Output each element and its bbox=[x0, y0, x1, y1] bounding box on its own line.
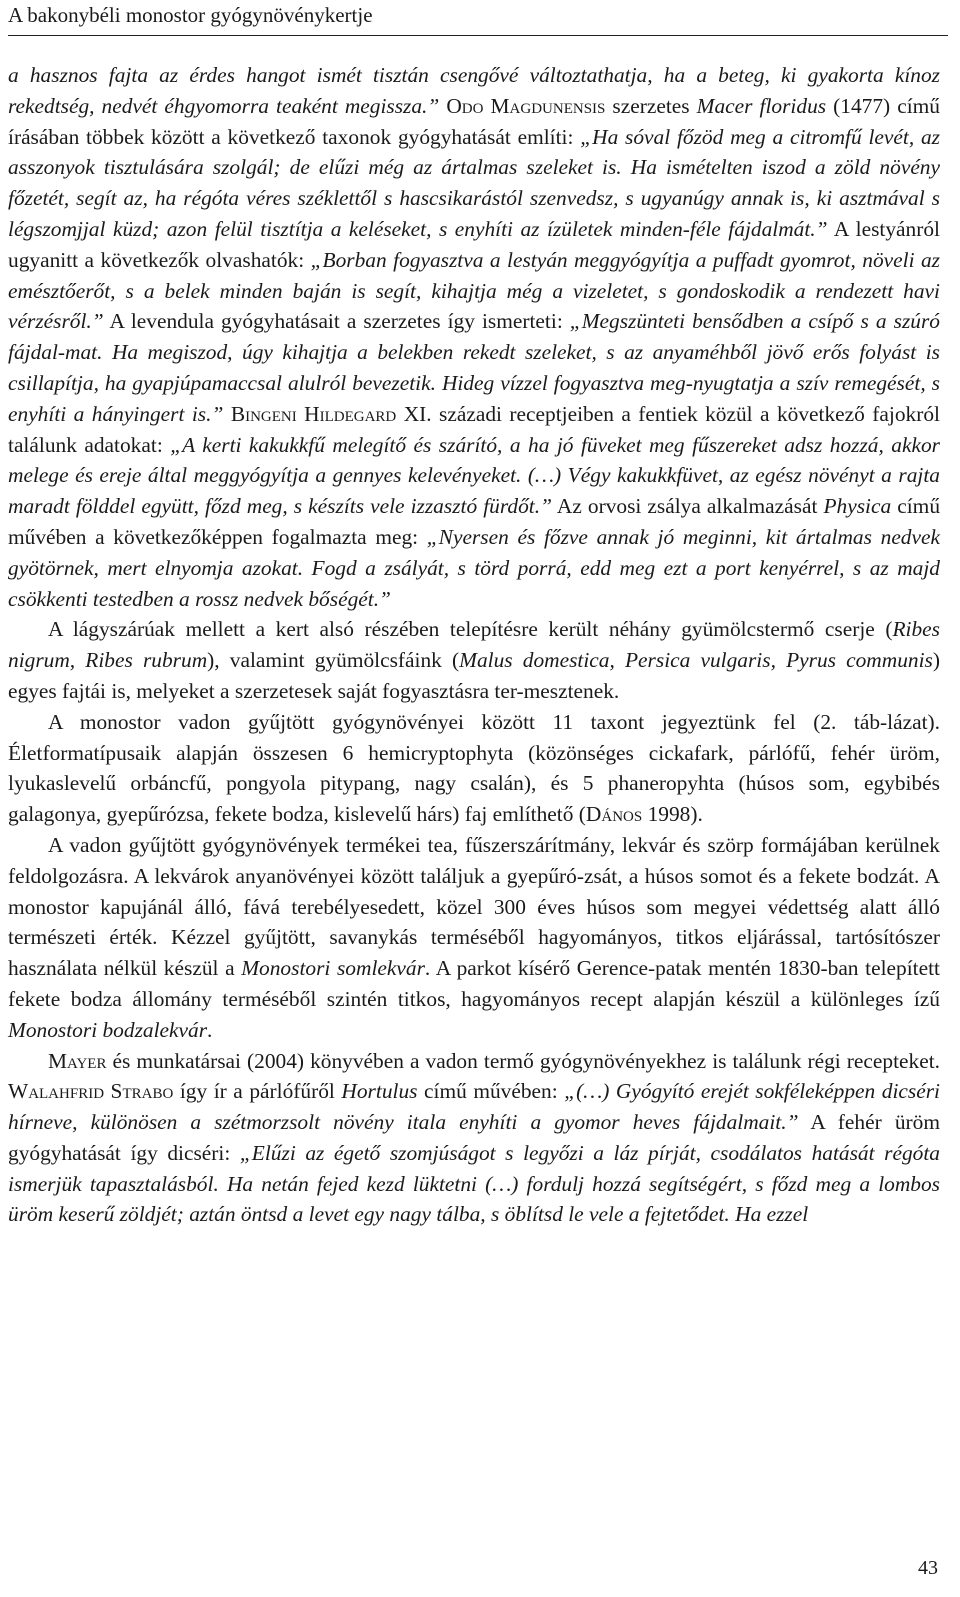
italic-run: „Ha sóval főzöd meg a citromfű levét, az asszonyok tisztulására szolgál; de elűzi még az ártalmas szeleket is. Ha ismételten iszod a zöld növény főzetét, segít az, ha régóta véres széklettől s hascsikarástól szenvedsz, s ugyanúgy annak is, ki asztmával s légszomjjal küzd; azon felül tisztítja a keléseket, s enyhíti az ízületek minden-féle fájdalmát.” bbox=[8, 124, 940, 241]
text-run: A fehér üröm gyógyhatását így dicséri: bbox=[8, 1110, 940, 1165]
italic-run: Malus domestica, Persica vulgaris, Pyrus communis bbox=[459, 648, 933, 673]
text-run: A lágyszárúak mellett a kert alsó részében telepítésre került néhány gyümölcstermő cserje ( bbox=[48, 617, 893, 642]
italic-run: a hasznos fajta az érdes hangot ismét tisztán csengővé változtathatja, ha a beteg, ki gyakorta kínoz rekedtség, nedvét éhgyomorra teaként megissza.” bbox=[8, 63, 940, 118]
text-run: . A parkot kísérő Gerence-patak mentén 1830-ban telepített fekete bodza állomány terméséből szintén titkos, hagyományos recept alapján készül a különleges ízű bbox=[8, 956, 940, 1011]
author-name: Walahfrid Strabo bbox=[8, 1079, 174, 1104]
italic-run: Hortulus bbox=[341, 1079, 418, 1104]
author-name: Odo Magdunensis bbox=[446, 93, 606, 118]
italic-run: „(…) Gyógyító erejét sokféleképpen dicséri hírneve, különösen a szétmorzsolt növény itala enyhíti a gyomor heves fájdalmait.” bbox=[8, 1079, 940, 1135]
paragraph-2 bbox=[8, 614, 940, 706]
paragraph-5 bbox=[8, 1046, 940, 1231]
italic-run: „Megszünteti bensődben a csípő s a szúró fájdal-mat. Ha megiszod, úgy kihajtja a belekben rekedt szeleket, s az anyaméhből jövő erős folyást is csillapítja, ha gyapjúpamaccsal alulról bevezetik. Hideg vízzel fogyasztva meg-nyugtatja a szív remegését, s enyhíti a hányingert is.” bbox=[8, 309, 940, 426]
text-run: A levendula gyógyhatásait a szerzetes így ismerteti: bbox=[103, 309, 570, 334]
body-text bbox=[8, 60, 940, 1230]
author-name: Bingeni Hildegard bbox=[230, 401, 397, 426]
text-run: A vadon gyűjtött gyógynövények termékei tea, fűszerszárítmány, lekvár és szörp formájában kerülnek feldolgozásra. A lekvárok anyanövényei között találjuk a gyepűró-zsát, a húsos somot és a fekete bodzát. A monostor kapujánál álló, fává terebélyesedett, közel 300 éves húsos som megyei védettség alatt álló természeti érték. Kézzel gyűjtött, savanykás terméséből hagyományos, titkos eljárással, tartósítószer használata nélkül készül a bbox=[8, 832, 940, 981]
italic-run: Monostori bodzalekvár bbox=[8, 1017, 208, 1042]
italic-run: „A kerti kakukkfű melegítő és szárító, a ha jó füveket meg fűszereket adsz hozzá, akkor melege és ereje által meggyógyítja a gennyes kelevényeket. (…) Végy kakukkfüvet, az egész növényt a rajta maradt földdel együtt, főzd meg, s készíts vele izzasztó fürdőt.” bbox=[8, 432, 941, 519]
italic-run: „Nyersen és főzve annak jó meginni, kit ártalmas nedvek gyötörnek, mert elnyomja azokat. Fogd a zsályát, s törd porrá, edd meg ezt a port kenyérrel, s az majd csökkenti testedben a rossz nedvek bőségét.” bbox=[8, 524, 940, 611]
text-run: . bbox=[207, 1017, 213, 1042]
text-run bbox=[223, 402, 230, 426]
text-run: című művében a következőképpen fogalmazta meg: bbox=[8, 494, 941, 549]
text-run: XI. századi receptjeiben a fentiek közül a következő fajokról találunk adatokat: bbox=[8, 401, 940, 457]
italic-run: „Borban fogyasztva a lestyán meggyógyítja a puffadt gyomrot, növeli az emésztőerőt, s a belek minden baján is segít, kihajtja még a vizeletet, s gondoskodik a rendezett havi vérzésről.” bbox=[8, 247, 940, 334]
text-run: 1998). bbox=[642, 802, 703, 827]
paragraph-3 bbox=[8, 707, 940, 830]
text-run: így ír a párlófűről bbox=[173, 1079, 342, 1104]
page-number: 43 bbox=[918, 1557, 938, 1579]
paragraph-1 bbox=[8, 60, 940, 614]
text-run: ), valamint gyümölcsfáink ( bbox=[207, 648, 460, 673]
text-run: szerzetes bbox=[605, 93, 697, 118]
author-name: Mayer bbox=[48, 1048, 107, 1073]
text-run: ) egyes fajtái is, melyeket a szerzetesek saját fogyasztásra ter-mesztenek. bbox=[8, 648, 940, 703]
italic-run: „Elűzi az égető szomjúságot s legyőzi a láz pírját, csodálatos hatását régóta ismerjük tapasztalásból. Ha netán fejed kezd lüktetni (…) fordulj hozzá segítségért, s főzd meg a lombos üröm keserű zöldjét; aztán öntsd a levet egy nagy tálba, s öblítsd le vele a fejtetődet. Ha ezzel bbox=[8, 1140, 940, 1227]
text-run: A monostor vadon gyűjtött gyógynövényei között 11 taxont jegyeztünk fel (2. táb-lázat). Életformatípusaik alapján összesen 6 hemicryptophyta (közönséges cickafark, párlófű, fehér üröm, lyukaslevelű orbáncfű, pongyola pitypang, nagy csalán), és 5 phaneropyhta (húsos som, egybibés galagonya, gyepűrózsa, fekete bodza, kislevelű hárs) faj említhető ( bbox=[8, 709, 940, 827]
italic-run: Monostori somlekvár bbox=[241, 956, 425, 981]
text-run: és munkatársai (2004) könyvében a vadon termő gyógynövényekhez is találunk régi recepteket. bbox=[106, 1048, 940, 1073]
author-name: Dános bbox=[585, 802, 643, 827]
text-run: (1477) című írásában többek között a következő taxonok gyógyhatását említi: bbox=[8, 93, 940, 149]
text-run: Az orvosi zsálya alkalmazását bbox=[551, 494, 824, 519]
italic-run: Macer floridus bbox=[696, 93, 827, 118]
header-rule bbox=[8, 35, 948, 36]
text-run: A lestyánról ugyanitt a következők olvashatók: bbox=[8, 216, 941, 272]
text-run: című művében: bbox=[417, 1079, 565, 1104]
italic-run: Physica bbox=[823, 494, 892, 519]
paragraph-4 bbox=[8, 830, 940, 1046]
running-title: A bakonybéli monostor gyógynövénykertje bbox=[8, 3, 373, 27]
italic-run: Ribes nigrum, Ribes rubrum bbox=[8, 617, 940, 673]
